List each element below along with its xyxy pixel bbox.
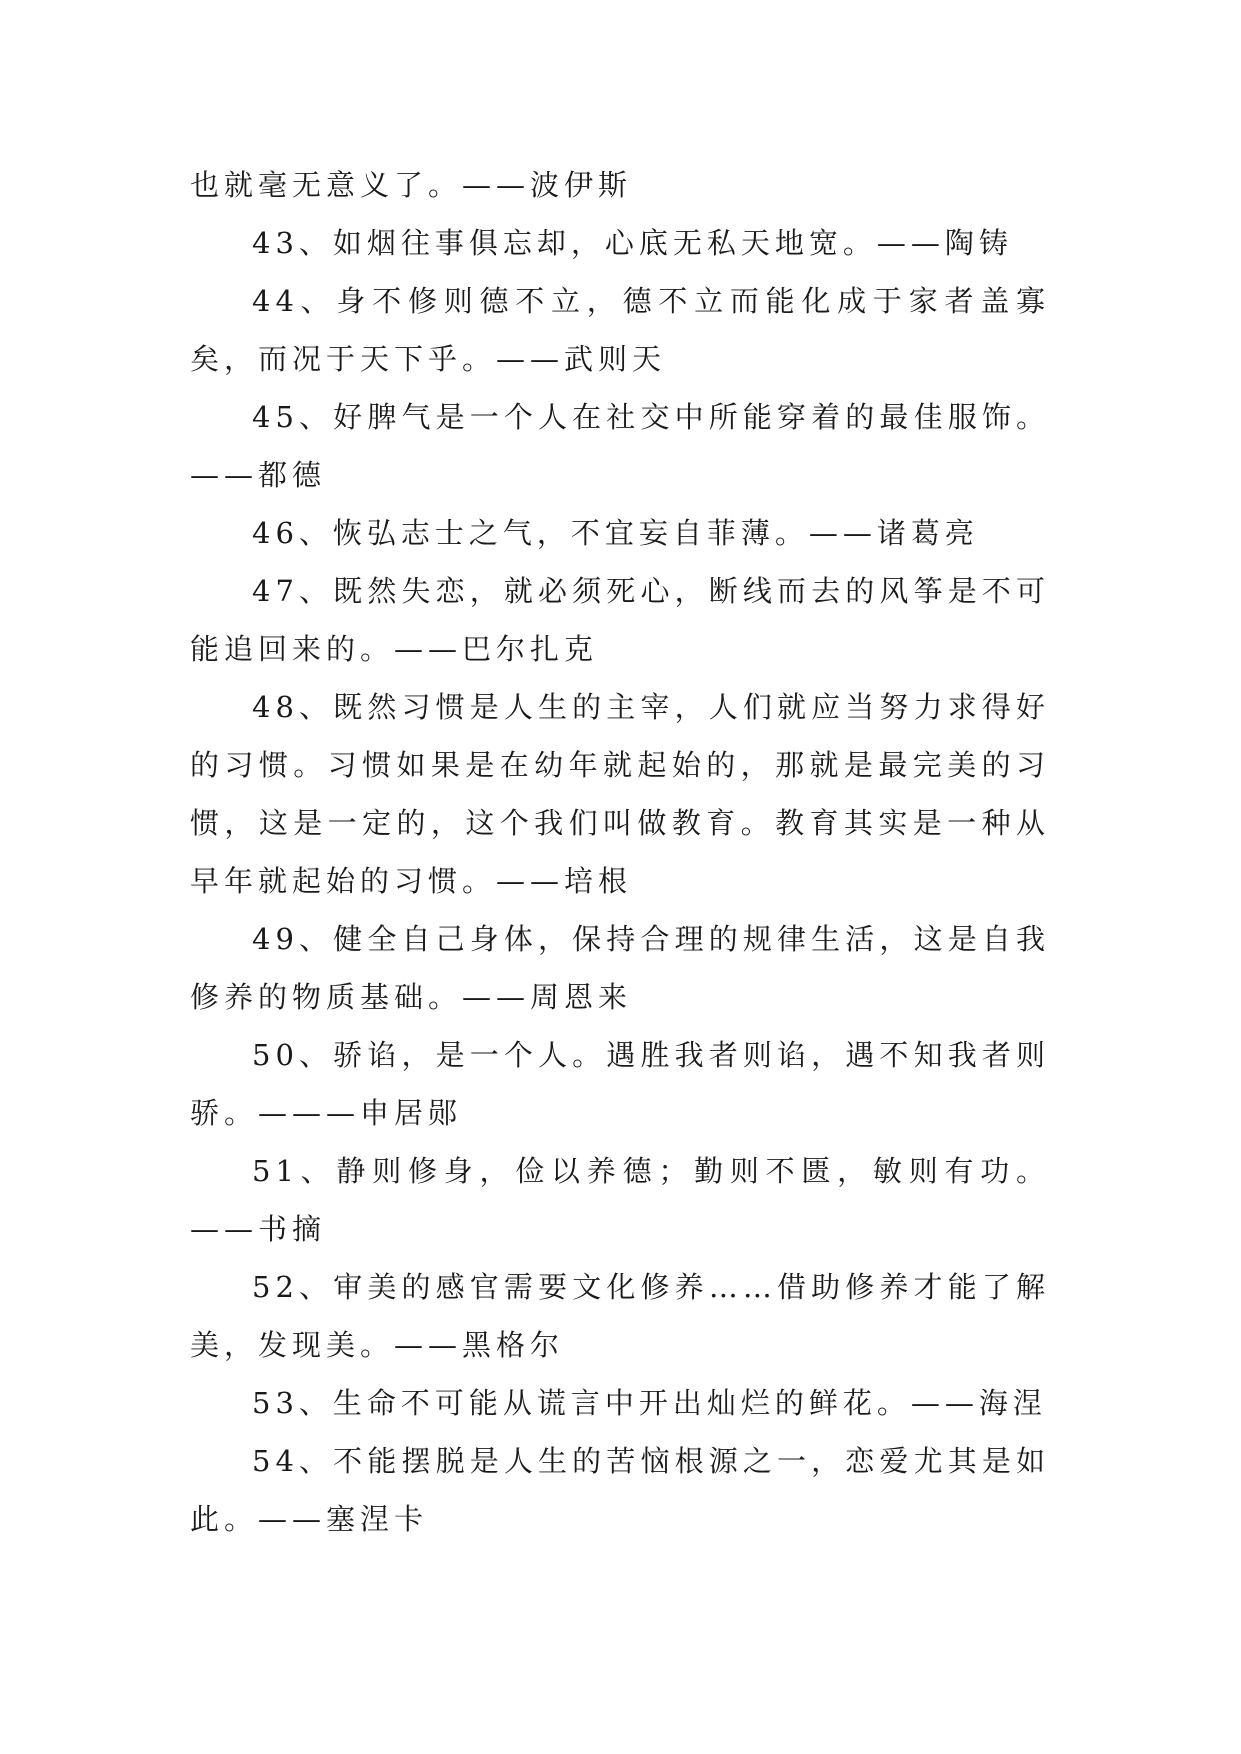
quote-paragraph-49: 49、健全自己身体，保持合理的规律生活，这是自我修养的物质基础。——周恩来	[190, 922, 1050, 1014]
quote-paragraph-47: 47、既然失恋，就必须死心，断线而去的风筝是不可能追回来的。——巴尔扎克	[190, 574, 1050, 666]
quote-paragraph-42-continuation: 也就毫无意义了。——波伊斯	[190, 168, 633, 202]
quote-paragraph-43: 43、如烟往事俱忘却，心底无私天地宽。——陶铸	[252, 226, 1013, 260]
quote-paragraph-44: 44、身不修则德不立，德不立而能化成于家者盖寡矣，而况于天下乎。——武则天	[190, 284, 1050, 376]
quote-paragraph-53: 53、生命不可能从谎言中开出灿烂的鲜花。——海涅	[252, 1386, 1047, 1420]
quote-paragraph-51: 51、静则修身，俭以养德；勤则不匮，敏则有功。——书摘	[190, 1154, 1050, 1246]
quote-paragraph-50: 50、骄谄，是一个人。遇胜我者则谄，遇不知我者则骄。———申居郧	[190, 1038, 1050, 1130]
quote-paragraph-48: 48、既然习惯是人生的主宰，人们就应当努力求得好的习惯。习惯如果是在幼年就起始的，那就是最完美的习惯，这是一定的，这个我们叫做教育。教育其实是一种从早年就起始的习惯。——培根	[190, 690, 1050, 898]
quote-paragraph-52: 52、审美的感官需要文化修养……借助修养才能了解美，发现美。——黑格尔	[190, 1270, 1050, 1362]
quote-paragraph-45: 45、好脾气是一个人在社交中所能穿着的最佳服饰。——都德	[190, 400, 1050, 492]
document-body	[190, 156, 1050, 1548]
quote-paragraph-54: 54、不能摆脱是人生的苦恼根源之一，恋爱尤其是如此。——塞涅卡	[190, 1444, 1050, 1536]
quote-paragraph-46: 46、恢弘志士之气，不宜妄自菲薄。——诸葛亮	[252, 516, 979, 550]
